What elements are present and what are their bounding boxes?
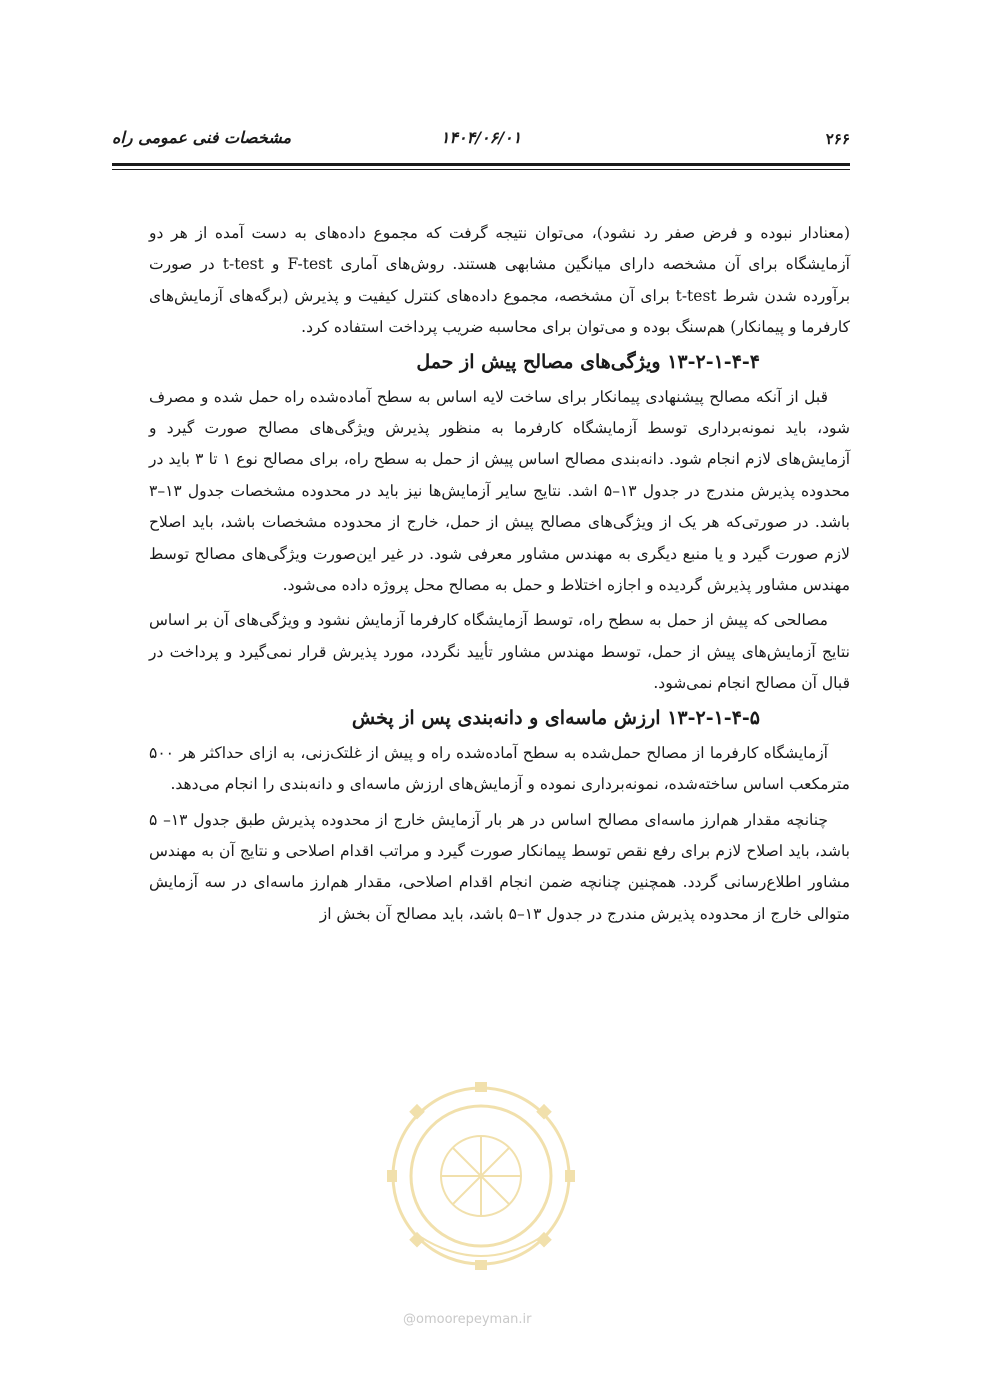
header-rule-thick: [112, 163, 850, 166]
section-heading: ۱۳-۲-۱-۴-۴ ویژگی‌های مصالح پیش از حمل: [416, 350, 760, 373]
paragraph: آزمایشگاه کارفرما از مصالح حمل‌شده به سطح آماده‌شده راه و پیش از غلتک‌زنی، به ازای حداکثر هر ۵۰۰ مترمکعب اساس ساخته‌شده، نمونه‌برداری نموده و آزمایش‌های ارزش ماسه‌ای و دانه‌بندی را انجام می‌دهد.: [149, 743, 850, 794]
gear-seal-logo-icon: [384, 1076, 578, 1286]
page-header: [112, 128, 850, 150]
header-rule-thin: [112, 169, 850, 170]
section-heading: ۱۳-۲-۱-۴-۵ ارزش ماسه‌ای و دانه‌بندی پس از پخش: [351, 706, 760, 729]
paragraph: قبل از آنکه مصالح پیشنهادی پیمانکار برای ساخت لایه اساس به سطح آماده‌شده راه حمل شده و مصرف شود، باید نمونه‌برداری توسط آزمایشگاه کارفرما به منظور پذیرش ویژگی‌های مصالح صورت گیرد و آزمایش‌های لازم انجام شود. دانه‌بندی مصالح اساس پیش از حمل به سطح راه، برای مصالح نوع ۱ تا ۳ باید در محدوده پذیرش مندرج در جدول ۱۳–۵ اشد. نتایج سایر آزمایش‌ها نیز باید در محدوده مشخصات جدول ۱۳–۳ باشد. در صورتی‌که هر یک از ویژگی‌های مصالح پیش از حمل، خارج از محدوده مشخصات باشد، باید اصلاح لازم صورت گیرد و یا منبع دیگری به مهندس مشاور معرفی شود. در غیر این‌صورت ویژگی‌های مصالح توسط مهندس مشاور پذیرش گردیده و اجازه اختلاط و حمل به مصالح محل پروژه داده می‌شود.: [149, 387, 850, 595]
paragraph: چنانچه مقدار هم‌ارز ماسه‌ای مصالح اساس در هر بار آزمایش خارج از محدوده پذیرش طبق جدول ۱۳– ۵ باشد، باید اصلاح لازم برای رفع نقص توسط پیمانکار صورت گیرد و مراتب اقدام اصلاحی و نتایج آن به مهندس مشاور اطلاع‌رسانی گردد. همچنین چنانچه ضمن انجام اقدام اصلاحی، مقدار هم‌ارز ماسه‌ای در سه آزمایش متوالی خارج از محدوده پذیرش مندرج در جدول ۱۳–۵ باشد، باید مصالح آن بخش از: [149, 810, 850, 923]
paragraph: مصالحی که پیش از حمل به سطح راه، توسط آزمایشگاه کارفرما آزمایش نشود و ویژگی‌های آن بر اساس نتایج آزمایش‌های پیش از حمل، توسط مهندس مشاور تأیید نگردد، مورد پذیرش قرار نمی‌گیرد و پرداخت در قبال آن مصالح انجام نمی‌شود.: [149, 611, 850, 693]
body-text: [149, 218, 850, 930]
watermark-text: @omoorepeyman.ir: [403, 1312, 532, 1327]
header-date: ۱۴۰۴/۰۶/۰۱: [440, 128, 522, 147]
paragraph: (معنادار نبوده و فرض صفر رد نشود)، می‌توان نتیجه گرفت که مجموع داده‌های به دست آمده از هر دو آزمایشگاه برای آن مشخصه دارای میانگین مشابهی هستند. روش‌های آماری F-test و t-test در صورت برآورده شدن شرط t-test برای آن مشخصه، مجموع داده‌های کنترل کیفیت و پذیرش (برگه‌های آزمایش‌های کارفرما و پیمانکار) هم‌سنگ بوده و می‌توان برای محاسبه ضریب پرداخت استفاده کرد.: [149, 224, 851, 337]
header-title: مشخصات فنی عمومی راه: [112, 128, 292, 147]
page-number: ۲۶۶: [825, 130, 850, 148]
